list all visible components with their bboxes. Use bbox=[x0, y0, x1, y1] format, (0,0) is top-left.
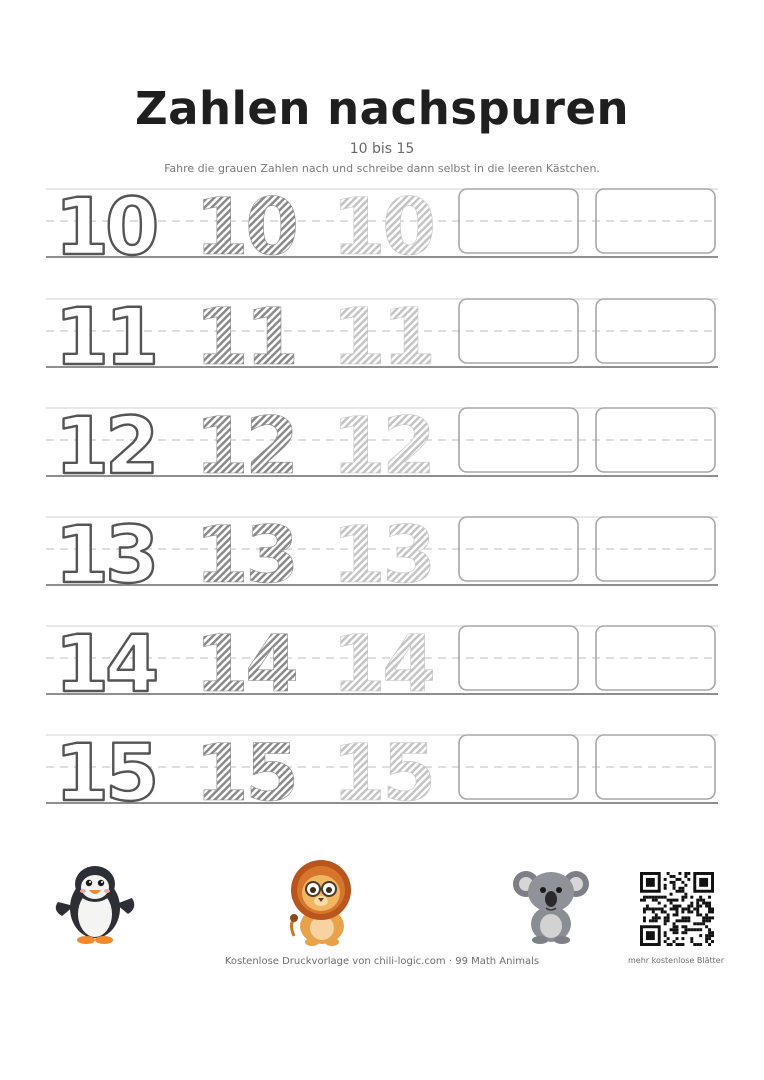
trace-number-light: 15 bbox=[331, 729, 433, 819]
trace-number-dark: 12 bbox=[194, 402, 296, 492]
practice-row-10 bbox=[0, 183, 764, 273]
writing-box-1[interactable] bbox=[459, 299, 578, 363]
writing-box-1[interactable] bbox=[459, 626, 578, 690]
lion-icon bbox=[286, 856, 356, 948]
trace-number-light: 13 bbox=[331, 511, 433, 601]
writing-box-1[interactable] bbox=[459, 189, 578, 253]
outline-number: 15 bbox=[54, 729, 156, 819]
koala-icon bbox=[512, 862, 590, 944]
trace-number-light: 10 bbox=[331, 183, 433, 273]
practice-row-11 bbox=[0, 293, 764, 383]
trace-number-dark: 10 bbox=[194, 183, 296, 273]
outline-number: 14 bbox=[54, 620, 156, 710]
trace-number-light: 11 bbox=[331, 293, 433, 383]
practice-row-14 bbox=[0, 620, 764, 710]
trace-number-dark: 13 bbox=[194, 511, 296, 601]
practice-row-15 bbox=[0, 729, 764, 819]
outline-number: 13 bbox=[54, 511, 156, 601]
outline-number: 10 bbox=[54, 183, 156, 273]
outline-number: 12 bbox=[54, 402, 156, 492]
penguin-icon bbox=[52, 858, 138, 946]
qr-caption: mehr kostenlose Blätter bbox=[627, 956, 724, 965]
instruction-text: Fahre die grauen Zahlen nach und schreibe dann selbst in die leeren Kästchen. bbox=[164, 162, 600, 175]
trace-number-dark: 14 bbox=[194, 620, 296, 710]
trace-number-light: 12 bbox=[331, 402, 433, 492]
page-subtitle: 10 bis 15 bbox=[349, 141, 415, 157]
page-title: Zahlen nachspuren bbox=[134, 82, 630, 135]
outline-number: 11 bbox=[54, 293, 156, 383]
trace-number-light: 14 bbox=[331, 620, 433, 710]
writing-box-1[interactable] bbox=[459, 735, 578, 799]
writing-box-1[interactable] bbox=[459, 408, 578, 472]
trace-number-dark: 11 bbox=[194, 293, 296, 383]
practice-row-12 bbox=[0, 402, 764, 492]
writing-box-1[interactable] bbox=[459, 517, 578, 581]
trace-number-dark: 15 bbox=[194, 729, 296, 819]
qr-code-icon[interactable] bbox=[640, 872, 714, 946]
footer-credit: Kostenlose Druckvorlage von chili-logic.com · 99 Math Animals bbox=[224, 956, 540, 967]
practice-row-13 bbox=[0, 511, 764, 601]
